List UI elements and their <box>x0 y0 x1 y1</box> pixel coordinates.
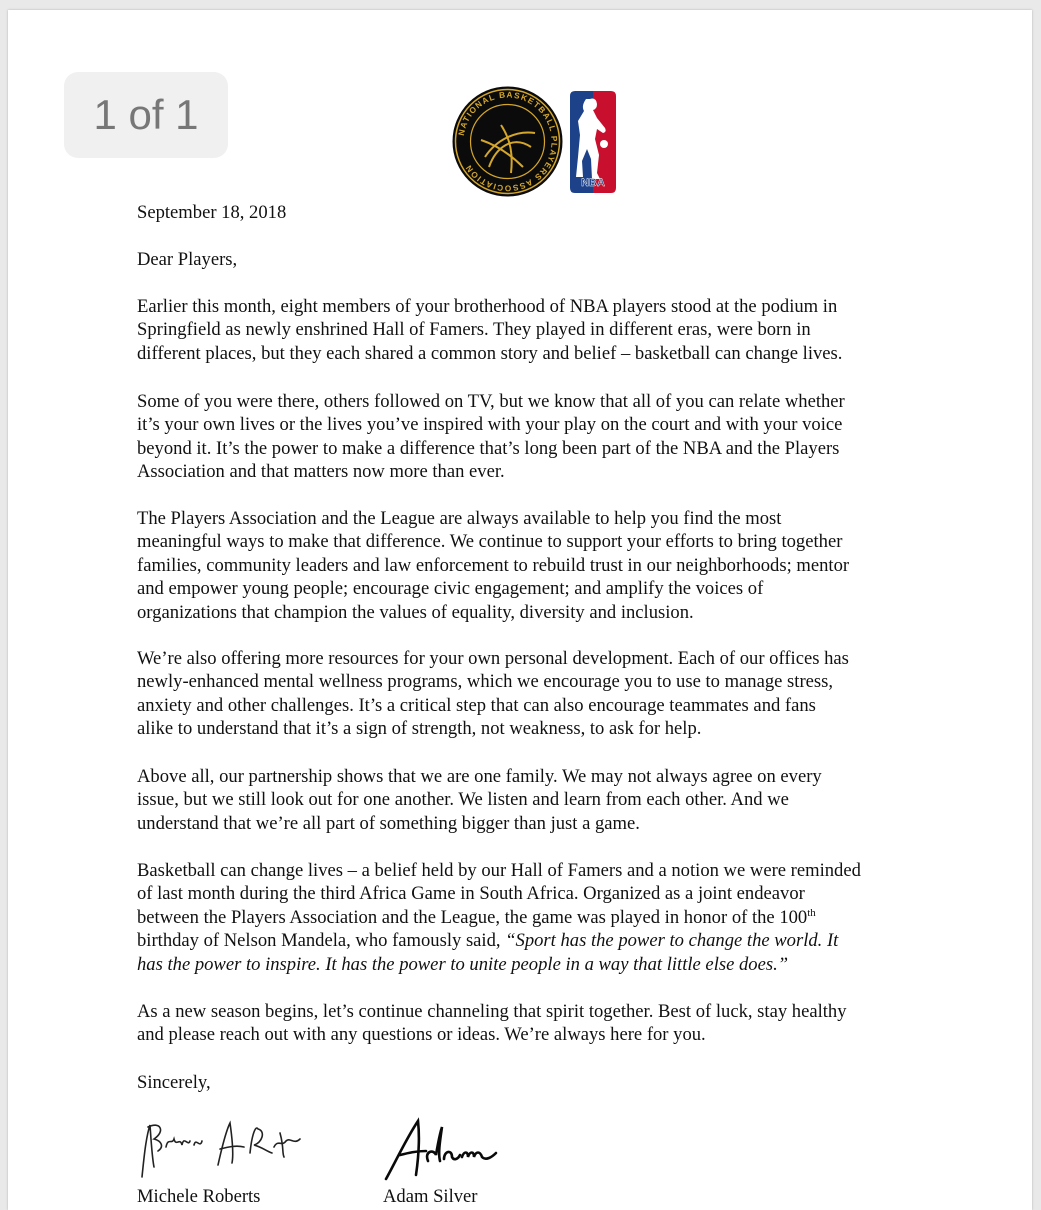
text-line: organizations that champion the values of equality, diversity and inclusion. <box>137 601 694 623</box>
nba-logo-text: NBA <box>581 177 605 189</box>
text-line <box>137 929 861 952</box>
document-page <box>8 10 1032 1210</box>
letterhead-logos <box>451 85 621 200</box>
text-line: newly-enhanced mental wellness programs, which we encourage you to use to manage stress, <box>137 671 834 693</box>
text-line: The Players Association and the League are always available to help you find the most <box>137 508 782 529</box>
paragraph-7 <box>137 1000 847 1047</box>
signature-adam-silver <box>382 1117 502 1185</box>
text-line: understand that we’re all part of something bigger than just a game. <box>137 812 640 834</box>
text-line: We’re also offering more resources for your own personal development. Each of our offices has <box>137 648 849 669</box>
text-line: issue, but we still look out for one another. We listen and learn from each other. And we <box>137 789 789 811</box>
salutation: Dear Players, <box>137 249 238 270</box>
closing: Sincerely, <box>137 1072 211 1093</box>
paragraph-4 <box>137 647 849 741</box>
text-line: it’s your own lives or the lives you’ve inspired with your play on the court and with your voice <box>137 414 843 436</box>
text-line: alike to understand that it’s a sign of strength, not weakness, to ask for help. <box>137 718 702 740</box>
signatory-name: Michele Roberts <box>137 1186 261 1207</box>
paragraph-3 <box>137 507 849 624</box>
text-line: Springfield as newly enshrined Hall of Famers. They played in different eras, were born in <box>137 319 811 341</box>
text-line: Earlier this month, eight members of your brotherhood of NBA players stood at the podium in <box>137 296 838 317</box>
text-line: different places, but they each shared a common story and belief – basketball can change lives. <box>137 342 843 364</box>
text-line: anxiety and other challenges. It’s a critical step that can also encourage teammates and fans <box>137 694 816 716</box>
text-line: Association and that matters now more than ever. <box>137 461 505 483</box>
text-line <box>137 906 861 929</box>
paragraph-6 <box>137 859 861 976</box>
mandela-quote: has the power to inspire. It has the power to unite people in a way that little else does.” <box>137 953 789 975</box>
paragraph-5 <box>137 765 822 835</box>
text-line: and empower young people; encourage civic engagement; and amplify the voices of <box>137 578 764 600</box>
nbpa-ring-text: NATIONAL BASKETBALL PLAYERS ASSOCIATION <box>455 89 560 194</box>
text-line: Above all, our partnership shows that we are one family. We may not always agree on every <box>137 766 822 787</box>
text-line: Some of you were there, others followed on TV, but we know that all of you can relate whether <box>137 391 845 412</box>
text-line: As a new season begins, let’s continue channeling that spirit together. Best of luck, stay healthy <box>137 1001 847 1022</box>
text-fragment: birthday of Nelson Mandela, who famously said, <box>137 930 506 952</box>
text-line: families, community leaders and law enforcement to rebuild trust in our neighborhoods; mentor <box>137 554 850 576</box>
text-line: Basketball can change lives – a belief held by our Hall of Famers and a notion we were reminded <box>137 860 861 881</box>
paragraph-2 <box>137 390 845 484</box>
text-line: and please reach out with any questions or ideas. We’re always here for you. <box>137 1024 706 1046</box>
letter-date: September 18, 2018 <box>137 202 287 223</box>
text-line: beyond it. It’s the power to make a difference that’s long been part of the NBA and the Players <box>137 437 840 459</box>
nba-logo <box>568 89 618 195</box>
text-fragment: between the Players Association and the League, the game was played in honor of the 100 <box>137 906 808 928</box>
mandela-quote: “Sport has the power to change the world. It <box>505 930 839 952</box>
superscript: th <box>807 906 816 919</box>
text-line: meaningful ways to make that difference. We continue to support your efforts to bring together <box>137 531 843 553</box>
nbpa-logo <box>451 85 564 198</box>
signature-michele-roberts <box>132 1117 307 1182</box>
paragraph-1 <box>137 295 842 365</box>
signatory-name: Adam Silver <box>383 1186 478 1207</box>
text-line: of last month during the third Africa Game in South Africa. Organized as a joint endeavor <box>137 883 805 905</box>
page-counter: 1 of 1 <box>64 72 228 158</box>
